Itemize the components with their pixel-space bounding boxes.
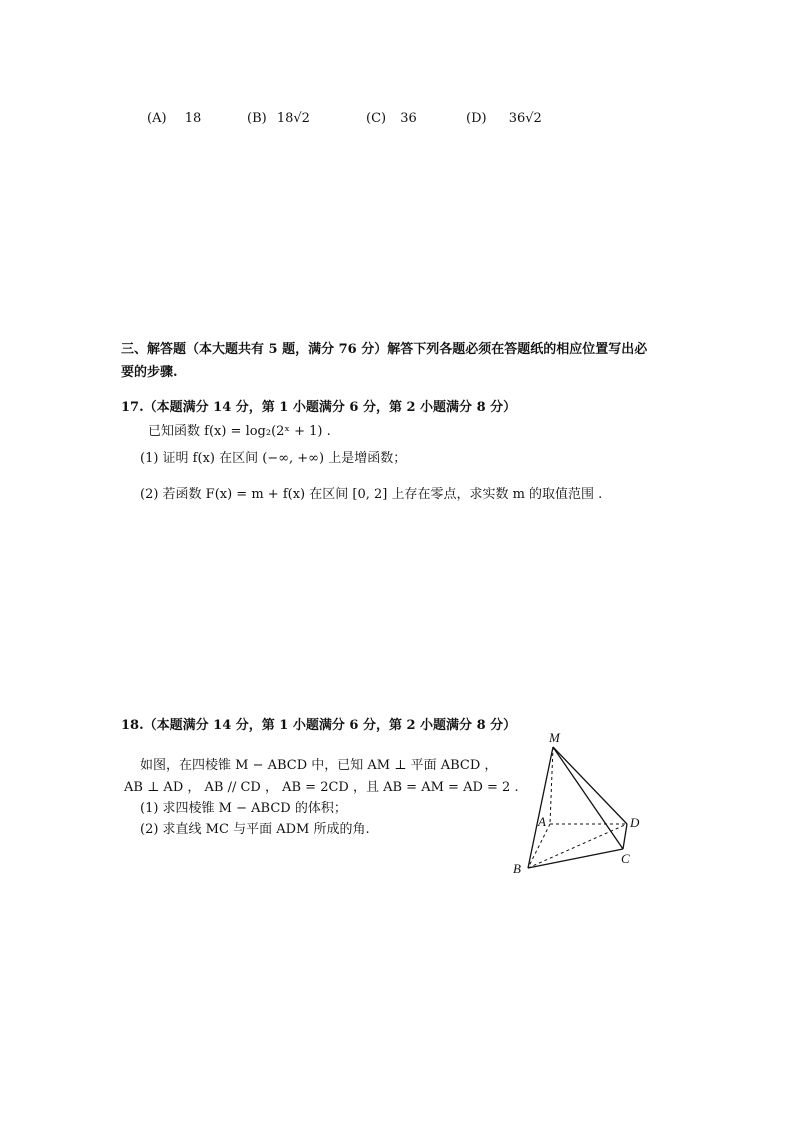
- vertex-label-b: B: [513, 861, 521, 876]
- choice-a: [147, 111, 201, 126]
- pyramid-figure-svg: [508, 730, 658, 880]
- choice-b-value: 18√2: [276, 111, 310, 126]
- q17-part2: (2) 若函数 F(x) = m + f(x) 在区间 [0, 2] 上存在零点，求实数 m 的取值范围 .: [140, 487, 603, 502]
- choice-b: [247, 111, 310, 126]
- q18-line2: AB ⊥ AD ， AB // CD ， AB = 2CD ，且 AB = AM = AD = 2 .: [124, 780, 519, 795]
- q18-line1: 如图，在四棱锥 M − ABCD 中，已知 AM ⊥ 平面 ABCD ，: [140, 758, 498, 773]
- section3-heading-line1: 三、解答题（本大题共有 5 题，满分 76 分）解答下列各题必须在答题纸的相应位置写出必: [121, 342, 648, 357]
- section3-heading-line2: 要的步骤.: [121, 365, 178, 380]
- q18-part2: (2) 求直线 MC 与平面 ADM 所成的角.: [140, 822, 370, 837]
- choice-a-label: (A): [147, 111, 167, 126]
- choice-b-label: (B): [247, 111, 267, 126]
- vertex-label-a: A: [538, 814, 546, 829]
- choice-d: [466, 111, 542, 126]
- vertex-label-d: D: [630, 815, 640, 830]
- pyramid-figure: [508, 730, 658, 880]
- edge-cd: [623, 824, 627, 849]
- edge-bd: [528, 824, 627, 868]
- q17-header: 17.（本题满分 14 分，第 1 小题满分 6 分，第 2 小题满分 8 分）: [121, 400, 517, 415]
- q17-given: 已知函数 f(x) = log₂(2ˣ + 1) .: [148, 424, 331, 439]
- choice-d-value: 36√2: [508, 111, 542, 126]
- vertex-label-c: C: [621, 851, 630, 866]
- edge-mc: [553, 747, 623, 849]
- choice-c-value: 36: [400, 111, 417, 126]
- choice-c-label: (C): [366, 111, 387, 126]
- edge-md: [553, 747, 627, 824]
- edge-mb: [528, 747, 553, 868]
- q18-header: 18.（本题满分 14 分，第 1 小题满分 6 分，第 2 小题满分 8 分）: [121, 718, 517, 733]
- q18-part1: (1) 求四棱锥 M − ABCD 的体积；: [140, 801, 347, 816]
- choice-c: [366, 111, 417, 126]
- q17-part1: (1) 证明 f(x) 在区间 (−∞, +∞) 上是增函数；: [140, 451, 407, 466]
- choice-d-label: (D): [466, 111, 487, 126]
- edge-ab: [528, 824, 550, 868]
- vertex-label-m: M: [549, 730, 560, 745]
- choice-a-value: 18: [184, 111, 202, 126]
- edge-bc: [528, 849, 623, 868]
